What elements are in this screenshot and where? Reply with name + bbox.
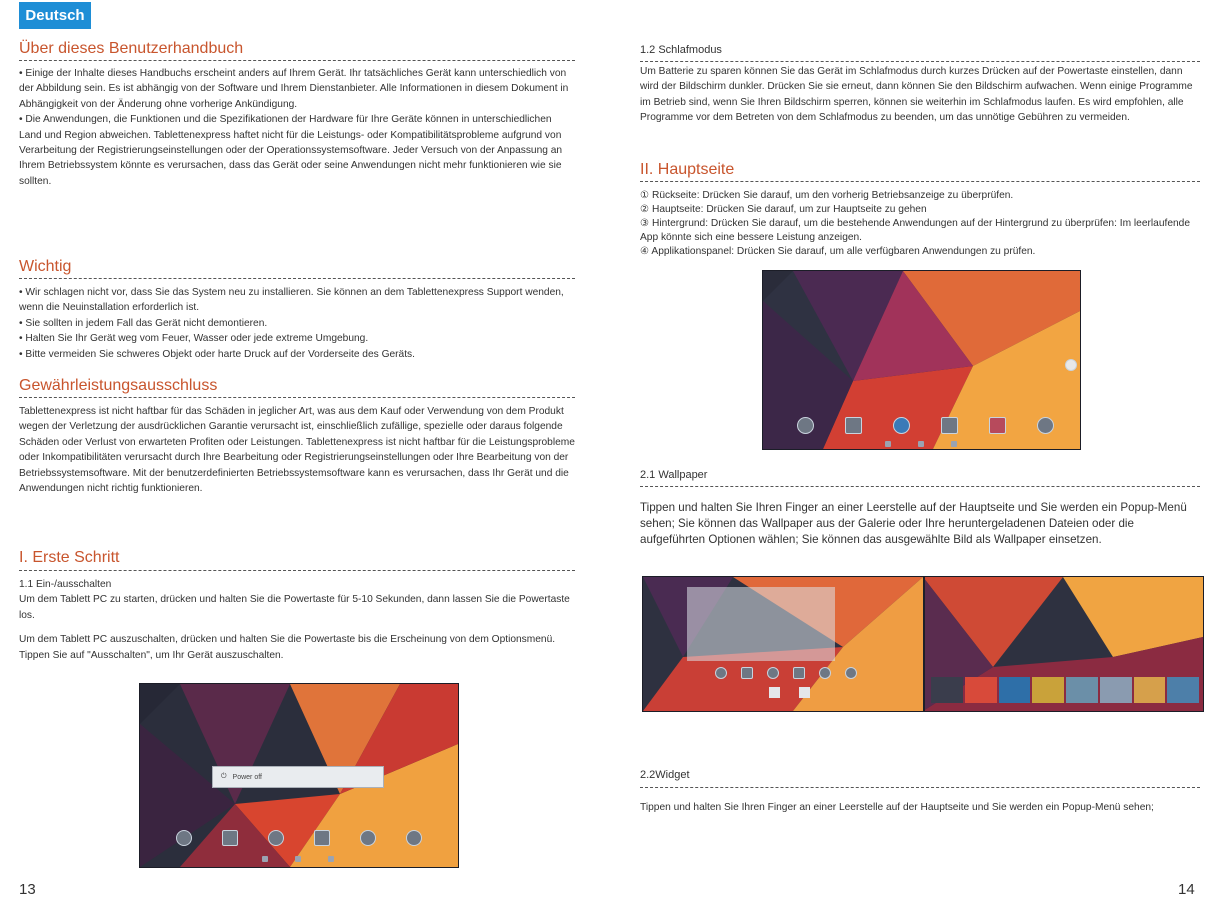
important-item-2: • Sie sollten in jedem Fall das Gerät nicht demontieren. [19, 317, 268, 329]
wallpaper-text [640, 500, 1200, 549]
about-paragraph-1: • Einige der Inhalte dieses Handbuchs erscheint anders auf Ihrem Gerät. Ihr tatsächliches Gerät kann unterschiedlich von der Abbildung sein. Es ist abhängig von der Software und Ihrem Dienstanbieter. Alle Informationen in diesem Dokument in Abhängigkeit von der Änderung ohne vorherige Ankündigung. [19, 68, 569, 110]
list-item-home: ② Hauptseite: Drücken Sie darauf, um zur Hauptseite zu gehen [640, 204, 927, 215]
app-icon[interactable] [893, 417, 910, 434]
app-icon[interactable] [268, 830, 284, 846]
sleep-text [640, 64, 1200, 126]
app-icon[interactable] [314, 830, 330, 846]
homepage-list [640, 189, 1200, 259]
power-off-paragraph: Um dem Tablett PC auszuschalten, drücken und halten Sie die Powertaste bis die Erscheinung von dem Optionsmenü. Tippen Sie auf "Ausschalten", um Ihr Gerät auszuschalten. [19, 634, 556, 661]
app-dock [176, 830, 422, 846]
divider [19, 60, 575, 61]
app-icon[interactable] [222, 830, 238, 846]
power-off-screenshot [139, 683, 459, 868]
divider [640, 181, 1200, 182]
widgets-option-icon[interactable] [799, 687, 810, 698]
home-icon[interactable] [295, 856, 301, 862]
wallpaper-thumbnail[interactable] [965, 677, 997, 703]
wallpaper-thumbnail[interactable] [1167, 677, 1199, 703]
app-icon[interactable] [1037, 417, 1054, 434]
section-title-first-steps: I. Erste Schritt [19, 549, 120, 566]
divider [19, 278, 575, 279]
list-item-back: ① Rückseite: Drücken Sie darauf, um den vorherig Betriebsanzeige zu überprüfen. [640, 190, 1014, 201]
section-title-about: Über dieses Benutzerhandbuch [19, 40, 244, 57]
app-icon[interactable] [406, 830, 422, 846]
divider [640, 486, 1200, 487]
wallpaper-screenshot [642, 576, 1204, 712]
app-icon[interactable] [767, 667, 779, 679]
about-paragraph-2: • Die Anwendungen, die Funktionen und die Spezifikationen der Hardware für Ihre Geräte können in unterschiedlichen Land und Region abweichen. Tablettenexpress haftet nicht für die Leistungs- oder Kompatibilitätsprobleme aufgrund von Verarbeitung der Registrierungseinstellungen oder der Operationssystemsoftware. Jeder Versuch von der Anpassung an Ihrem Betriebssystem könnte es verursachen, dass das Gerät oder seine Anwendungen nicht mehr funktionieren wie sie sollten. [19, 114, 563, 187]
app-icon[interactable] [793, 667, 805, 679]
app-icon[interactable] [741, 667, 753, 679]
page-number-left: 13 [19, 881, 36, 898]
recent-apps-icon[interactable] [328, 856, 334, 862]
app-icon[interactable] [845, 667, 857, 679]
app-icon[interactable] [941, 417, 958, 434]
power-on-paragraph: Um dem Tablett PC zu starten, drücken und halten Sie die Powertaste für 5-10 Sekunden, dann lassen Sie die Powertaste los. [19, 594, 570, 621]
widget-text [640, 800, 1200, 815]
wallpaper-thumbnail[interactable] [931, 677, 963, 703]
app-icon[interactable] [845, 417, 862, 434]
subheading-widget: 2.2Widget [640, 769, 690, 781]
divider [640, 787, 1200, 788]
app-icon[interactable] [989, 417, 1006, 434]
subheading-power: 1.1 Ein-/ausschalten [19, 579, 112, 590]
home-icon[interactable] [918, 441, 924, 447]
section-title-important: Wichtig [19, 258, 72, 275]
subheading-wallpaper: 2.1 Wallpaper [640, 469, 708, 481]
app-icon[interactable] [819, 667, 831, 679]
language-tab: Deutsch [19, 2, 91, 29]
list-item-apps: ④ Applikationspanel: Drücken Sie darauf, um alle verfügbaren Anwendungen zu prüfen. [640, 246, 1036, 257]
first-steps-text [19, 577, 575, 663]
wallpaper-thumbnail[interactable] [1100, 677, 1132, 703]
important-item-1: • Wir schlagen nicht vor, dass Sie das System neu zu installieren. Sie können an dem Tablettenexpress Support wenden, wenn die Neuinstallation erforderlich ist. [19, 287, 564, 314]
wallpaper-paragraph: Tippen und halten Sie Ihren Finger an einer Leerstelle auf der Hauptseite und Sie werden ein Popup-Menü sehen; Sie können das Wallpaper aus der Galerie oder Ihre heruntergeladenen Dateien oder die aufgeführten Optionen wählen; Sie können das ausgewählte Bild als Wallpaper einsetzen. [640, 501, 1187, 547]
divider [19, 397, 575, 398]
important-item-3: • Halten Sie Ihr Gerät weg vom Feuer, Wasser oder jede extreme Umgebung. [19, 333, 369, 345]
important-item-4: • Bitte vermeiden Sie schweres Objekt oder harte Druck auf der Vorderseite des Geräts. [19, 348, 415, 360]
divider [640, 61, 1200, 62]
wallpapers-option-icon[interactable] [769, 687, 780, 698]
divider [19, 570, 575, 571]
subheading-sleep: 1.2 Schlafmodus [640, 44, 722, 56]
section-title-warranty: Gewährleistungsausschluss [19, 377, 218, 394]
important-text [19, 285, 575, 362]
recent-apps-icon[interactable] [951, 441, 957, 447]
back-icon[interactable] [262, 856, 268, 862]
widget-paragraph: Tippen und halten Sie Ihren Finger an einer Leerstelle auf der Hauptseite und Sie werden ein Popup-Menü sehen; [640, 802, 1154, 813]
warranty-text [19, 404, 575, 496]
wallpaper-thumbnail[interactable] [1066, 677, 1098, 703]
page-number-right: 14 [1178, 881, 1195, 898]
app-dock [715, 667, 857, 679]
app-dock [797, 417, 1054, 434]
app-icon[interactable] [360, 830, 376, 846]
app-icon[interactable] [715, 667, 727, 679]
wallpaper-thumbnail[interactable] [1134, 677, 1166, 703]
back-icon[interactable] [885, 441, 891, 447]
list-item-recent: ③ Hintergrund: Drücken Sie darauf, um die bestehende Anwendungen auf der Hintergrund zu überprüfen: Im leerlaufende App könnte sich eine bessere Leistung anzeigen. [640, 218, 1190, 243]
home-screenshot [762, 270, 1081, 450]
power-icon: ⏻ [221, 773, 227, 780]
app-drawer-icon[interactable] [1065, 359, 1077, 371]
app-icon[interactable] [176, 830, 192, 846]
about-text [19, 66, 575, 189]
wallpaper-thumbnail-strip [931, 677, 1199, 703]
section-title-homepage: II. Hauptseite [640, 161, 735, 178]
wallpaper-thumbnail[interactable] [1032, 677, 1064, 703]
warranty-paragraph: Tablettenexpress ist nicht haftbar für das Schäden in jeglicher Art, was aus dem Kauf oder Verwendung von dem Produkt wegen der Verletzung der ausdrücklichen Garantie verursacht ist, einschließlich zufällige, spezielle oder daraus folgende Schäden oder Verlust von erwarteten Profiten oder Leistungen. Tablettenexpress ist nicht haftbar für die Leistungsprobleme oder Inkompatibilitäten verursacht durch Ihre Bearbeitung oder Registrierungseinstellungen oder Ihre Bearbeitung von der Betriebssystemsoftware. Mit der benutzerdefinierten Betriebssystemsoftware kann es verursachen, dass Ihr Gerät und die Anwendungen nicht richtig funktionieren. [19, 406, 575, 495]
power-off-dialog[interactable] [212, 766, 384, 788]
app-icon[interactable] [797, 417, 814, 434]
wallpaper-thumbnail[interactable] [999, 677, 1031, 703]
sleep-paragraph: Um Batterie zu sparen können Sie das Gerät im Schlafmodus durch kurzes Drücken auf der Powertaste einstellen, dann wird der Bildschirm dunkler. Drücken Sie sie erneut, dann können Sie den Bildschirm aufwachen. Wenn einige Programme im Betrieb sind, wenn Sie Ihren Bildschirm sperren, können sie weiterhin im Schlafmodus laufen. Es wird empfohlen, alle Programme vor dem Betreten von dem Schlafmodus zu beenden, um das unnötige Gebühren zu vermeiden. [640, 66, 1193, 124]
power-off-option: Power off [232, 773, 262, 781]
wallpaper-preview-card [687, 587, 835, 661]
